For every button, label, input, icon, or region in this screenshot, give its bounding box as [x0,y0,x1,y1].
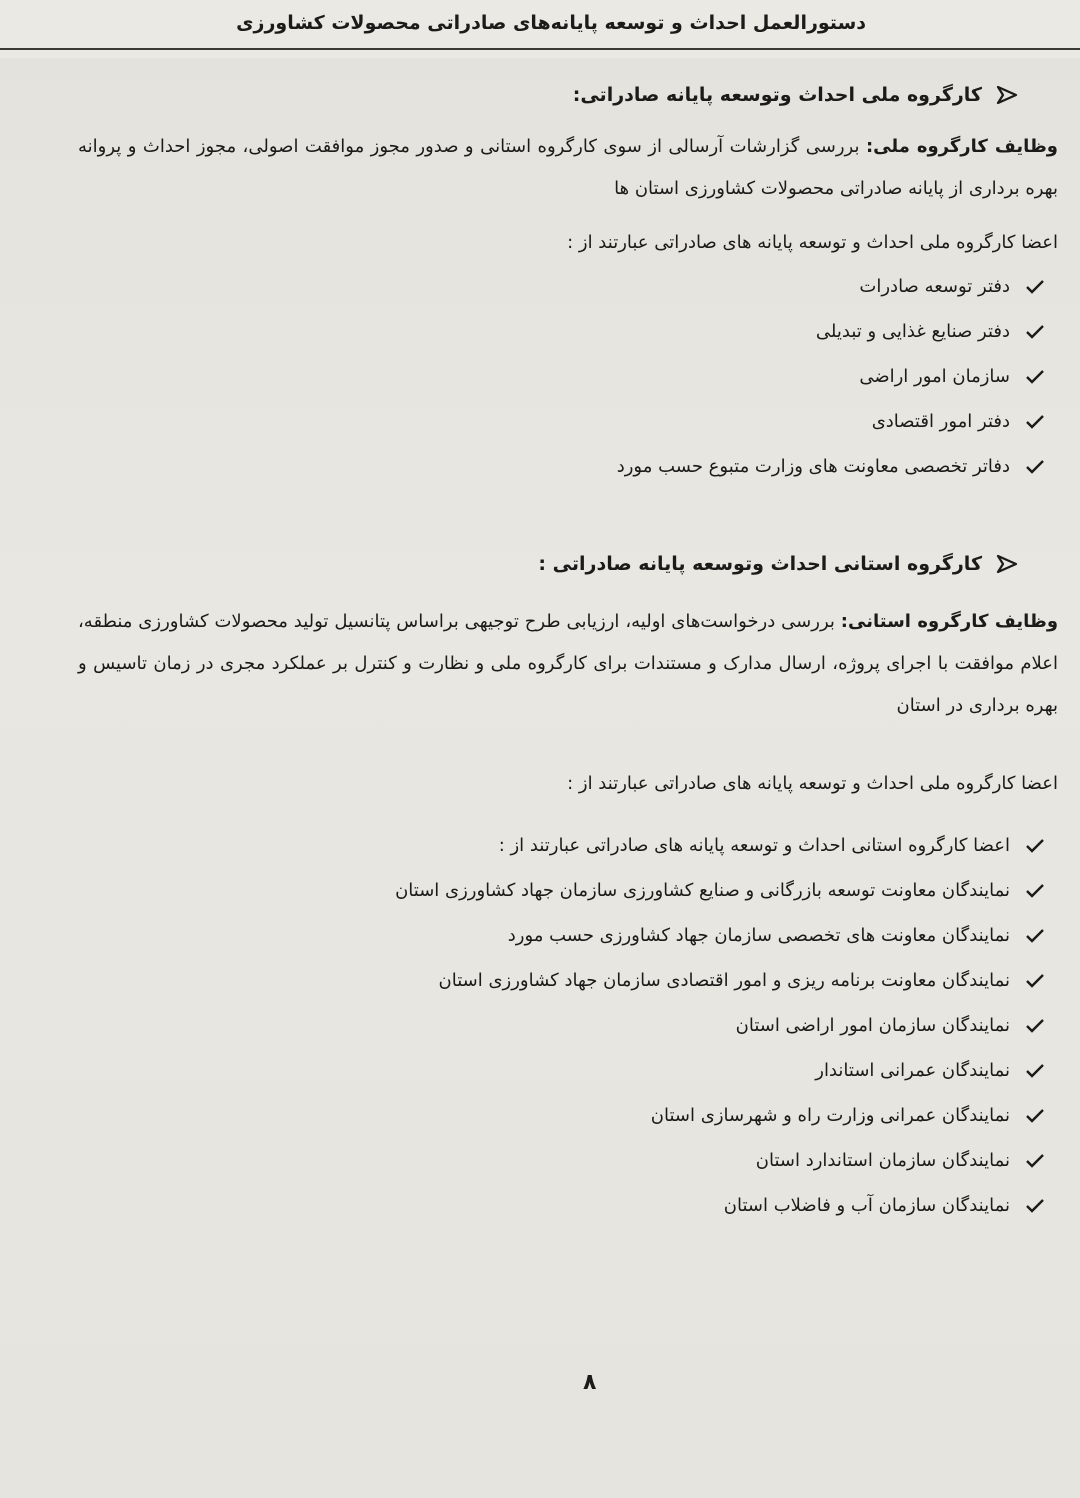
header-title: دستورالعمل احداث و توسعه پایانه‌های صادراتی محصولات کشاورزی [236,12,866,34]
list-item [78,1048,1044,1093]
list-item-text: اعضا کارگروه استانی احداث و توسعه پایانه های صادراتی عبارتند از : [498,835,1010,856]
list-item-text: سازمان امور اراضی [859,366,1010,387]
checkmark-icon [1026,459,1044,475]
checkmark-icon [1026,928,1044,944]
provincial-members-intro: اعضا کارگروه ملی احداث و توسعه پایانه های صادراتی عبارتند از : [567,773,1058,794]
checkmark-icon [1026,1018,1044,1034]
list-item-text: دفتر امور اقتصادی [871,411,1010,432]
list-item [78,354,1044,399]
national-duties-text: بررسی گزارشات آرسالی از سوی کارگروه استانی و صدور مجوز موافقت اصولی، مجوز احداث و پروانه بهره برداری از پایانه صادراتی محصولات کشاورزی استان ها [78,136,1058,199]
national-members-list [78,264,1058,489]
provincial-members-list [78,823,1058,1228]
national-duties-lead: وظایف کارگروه ملی: [865,136,1058,157]
list-item [78,444,1044,489]
list-item-text: دفتر توسعه صادرات [859,276,1010,297]
page-header [0,0,1080,58]
provincial-heading-text: کارگروه استانی احداث وتوسعه پایانه صادراتی : [538,553,982,575]
page-content [78,78,1058,1228]
list-item [78,1183,1044,1228]
list-item-text: نمایندگان عمرانی وزارت راه و شهرسازی استان [650,1105,1010,1126]
list-item [78,913,1044,958]
list-item-text: نمایندگان معاونت توسعه بازرگانی و صنایع کشاورزی سازمان جهاد کشاورزی استان [395,880,1010,901]
checkmark-icon [1026,838,1044,854]
page-number: ۸ [583,1370,597,1395]
list-item [78,823,1044,868]
header-rule [0,48,1080,50]
list-item-text: نمایندگان سازمان آب و فاضلاب استان [723,1195,1010,1216]
checkmark-icon [1026,1063,1044,1079]
checkmark-icon [1026,883,1044,899]
checkmark-icon [1026,279,1044,295]
list-item [78,309,1044,354]
list-item-text: نمایندگان معاونت برنامه ریزی و امور اقتصادی سازمان جهاد کشاورزی استان [438,970,1010,991]
national-heading-text: کارگروه ملی احداث وتوسعه پایانه صادراتی: [572,84,982,106]
list-item [78,1093,1044,1138]
list-item [78,868,1044,913]
provincial-duties-lead: وظایف کارگروه استانی: [840,611,1059,632]
list-item [78,264,1044,309]
checkmark-icon [1026,973,1044,989]
list-item-text: نمایندگان سازمان استاندارد استان [755,1150,1010,1171]
list-item-text: نمایندگان عمرانی استاندار [815,1060,1010,1081]
checkmark-icon [1026,1153,1044,1169]
arrow-bullet-icon [994,85,1018,105]
provincial-duties-text: بررسی درخواست‌های اولیه، ارزیابی طرح توجیهی براساس پتانسیل تولید محصولات کشاورزی منطقه، اعلام موافقت با اجرای پروژه، ارسال مدارک و مستندات برای کارگروه ملی و نظارت و کنترل بر عملکرد مجری در زمان تاسیس و بهره برداری در استان [78,611,1058,716]
checkmark-icon [1026,414,1044,430]
list-item-text: نمایندگان معاونت های تخصصی سازمان جهاد کشاورزی حسب مورد [507,925,1010,946]
list-item-text: دفاتر تخصصی معاونت های وزارت متبوع حسب مورد [616,456,1010,477]
list-item [78,1003,1044,1048]
checkmark-icon [1026,1198,1044,1214]
list-item [78,399,1044,444]
national-members-intro: اعضا کارگروه ملی احداث و توسعه پایانه های صادراتی عبارتند از : [567,232,1058,253]
list-item-text: دفتر صنایع غذایی و تبدیلی [815,321,1010,342]
checkmark-icon [1026,324,1044,340]
checkmark-icon [1026,1108,1044,1124]
national-section-heading [78,84,1018,106]
arrow-bullet-icon [994,554,1018,574]
list-item [78,1138,1044,1183]
list-item-text: نمایندگان سازمان امور اراضی استان [735,1015,1010,1036]
list-item [78,958,1044,1003]
national-duties [78,126,1058,210]
checkmark-icon [1026,369,1044,385]
provincial-section-heading [78,553,1018,575]
provincial-duties [78,601,1058,727]
